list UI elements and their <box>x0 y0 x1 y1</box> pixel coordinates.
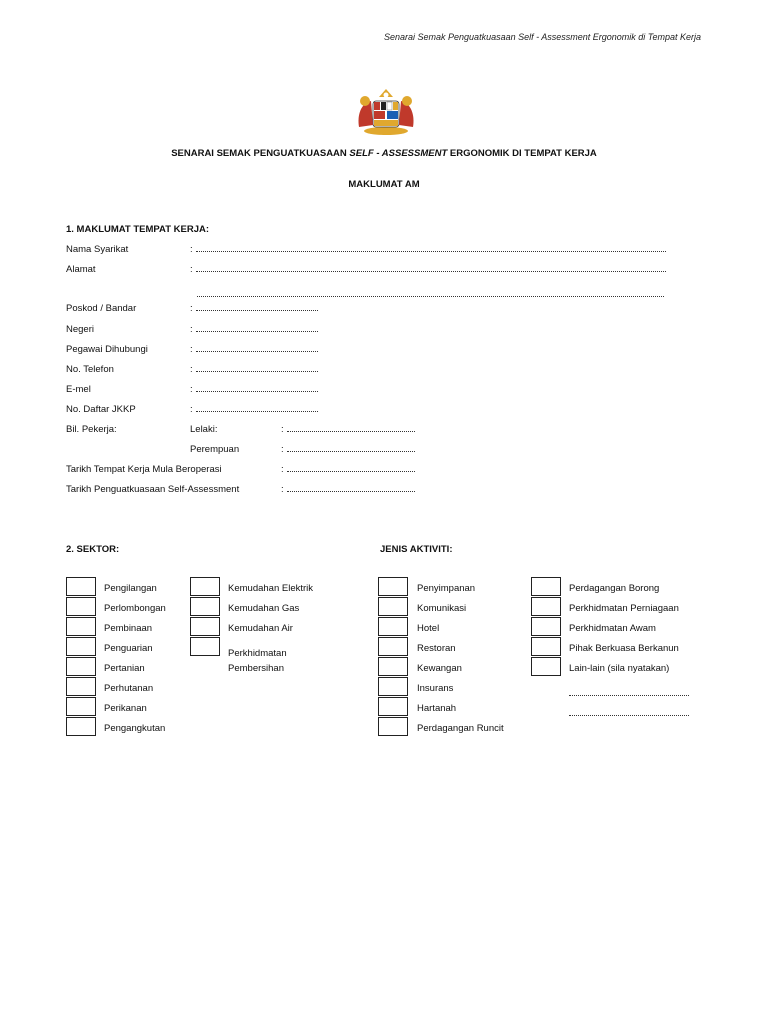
checkbox-perdagangan-borong[interactable] <box>531 577 561 596</box>
coat-of-arms-icon <box>353 87 419 137</box>
option-label: Hotel <box>417 623 440 634</box>
document-title: SENARAI SEMAK PENGUATKUASAAN SELF - ASSESSMENT ERGONOMIK DI TEMPAT KERJA <box>171 148 597 159</box>
label-poskod: Poskod / Bandar <box>66 303 137 314</box>
label-alamat: Alamat <box>66 264 96 275</box>
section-aktiviti-heading: JENIS AKTIVITI: <box>380 544 453 555</box>
option-label: Pihak Berkuasa Berkanun <box>569 643 679 654</box>
checkbox-komunikasi[interactable] <box>378 597 408 616</box>
option-label: Perhutanan <box>104 683 154 694</box>
checkbox-kewangan[interactable] <box>378 657 408 676</box>
option-label: Perkhidmatan Awam <box>569 623 656 634</box>
label-telefon: No. Telefon <box>66 364 114 375</box>
option-label: Lain-lain (sila nyatakan) <box>569 663 670 674</box>
checkbox-kemudahan-gas[interactable] <box>190 597 220 616</box>
label-bil-pekerja: Bil. Pekerja: <box>66 424 117 435</box>
checkbox-hotel[interactable] <box>378 617 408 636</box>
option-label: Pengangkutan <box>104 723 166 734</box>
checkbox-perhutanan[interactable] <box>66 677 96 696</box>
option-label: Perkhidmatan <box>228 648 287 659</box>
checkbox-perkhidmatan-perniagaan[interactable] <box>531 597 561 616</box>
option-label: Insurans <box>417 683 454 694</box>
option-label: Kemudahan Air <box>228 623 293 634</box>
option-label: Hartanah <box>417 703 457 714</box>
checkbox-perdagangan-runcit[interactable] <box>378 717 408 736</box>
option-label: Penyimpanan <box>417 583 476 594</box>
field-lain-lain-2[interactable] <box>569 703 689 721</box>
checkbox-pengilangan[interactable] <box>66 577 96 596</box>
option-label: Restoran <box>417 643 456 654</box>
option-label: Kemudahan Elektrik <box>228 583 314 594</box>
checkbox-pembinaan[interactable] <box>66 617 96 636</box>
document-subtitle: MAKLUMAT AM <box>348 179 420 190</box>
option-label: Perlombongan <box>104 603 166 614</box>
option-label: Perdagangan Runcit <box>417 723 504 734</box>
checkbox-pihak-berkuasa-berkanun[interactable] <box>531 637 561 656</box>
field-nama-syarikat[interactable]: : <box>190 244 666 255</box>
checkbox-kemudahan-air[interactable] <box>190 617 220 636</box>
field-telefon[interactable]: : <box>190 364 318 375</box>
section-sektor-heading: 2. SEKTOR: <box>66 544 120 555</box>
checkbox-pertanian[interactable] <box>66 657 96 676</box>
option-label: Komunikasi <box>417 603 467 614</box>
option-label: Perkhidmatan Perniagaan <box>569 603 679 614</box>
option-label: Pembinaan <box>104 623 153 634</box>
checkbox-hartanah[interactable] <box>378 697 408 716</box>
checkbox-insurans[interactable] <box>378 677 408 696</box>
field-alamat-2[interactable] <box>197 284 664 302</box>
option-label: Kewangan <box>417 663 462 674</box>
checkbox-restoran[interactable] <box>378 637 408 656</box>
checkbox-pengangkutan[interactable] <box>66 717 96 736</box>
field-lelaki[interactable]: : <box>281 424 415 435</box>
label-nama-syarikat: Nama Syarikat <box>66 244 129 255</box>
option-label: Pengilangan <box>104 583 157 594</box>
field-lain-lain-1[interactable] <box>569 683 689 701</box>
field-tarikh-penguatkuasaan[interactable]: : <box>281 484 415 495</box>
label-daftar-jkkp: No. Daftar JKKP <box>66 404 136 415</box>
checkbox-perkhidmatan-awam[interactable] <box>531 617 561 636</box>
label-perempuan: Perempuan <box>190 444 240 455</box>
running-header: Senarai Semak Penguatkuasaan Self - Assessment Ergonomik di Tempat Kerja <box>384 32 701 42</box>
option-label: Perikanan <box>104 703 147 714</box>
field-pegawai[interactable]: : <box>190 344 318 355</box>
checkbox-penguarian[interactable] <box>66 637 96 656</box>
checkbox-kemudahan-elektrik[interactable] <box>190 577 220 596</box>
option-label: Penguarian <box>104 643 153 654</box>
field-perempuan[interactable]: : <box>281 444 415 455</box>
label-tarikh-mula: Tarikh Tempat Kerja Mula Beroperasi <box>66 464 222 475</box>
section-workplace-heading: 1. MAKLUMAT TEMPAT KERJA: <box>66 224 210 235</box>
option-label: Perdagangan Borong <box>569 583 660 594</box>
option-label: Kemudahan Gas <box>228 603 300 614</box>
checkbox-perkhidmatan-pembersihan[interactable] <box>190 637 220 656</box>
label-negeri: Negeri <box>66 324 94 335</box>
checkbox-lain-lain[interactable] <box>531 657 561 676</box>
field-emel[interactable]: : <box>190 384 318 395</box>
field-negeri[interactable]: : <box>190 324 318 335</box>
field-poskod[interactable]: : <box>190 303 318 314</box>
field-alamat-1[interactable]: : <box>190 264 666 275</box>
label-pegawai: Pegawai Dihubungi <box>66 344 148 355</box>
checkbox-perlombongan[interactable] <box>66 597 96 616</box>
field-daftar-jkkp[interactable]: : <box>190 404 318 415</box>
option-label: Pertanian <box>104 663 145 674</box>
label-emel: E-mel <box>66 384 91 395</box>
checkbox-penyimpanan[interactable] <box>378 577 408 596</box>
field-tarikh-mula[interactable]: : <box>281 464 415 475</box>
label-tarikh-penguatkuasaan: Tarikh Penguatkuasaan Self-Assessment <box>66 484 240 495</box>
checkbox-perikanan[interactable] <box>66 697 96 716</box>
option-label: Pembersihan <box>228 663 284 674</box>
label-lelaki: Lelaki: <box>190 424 218 435</box>
